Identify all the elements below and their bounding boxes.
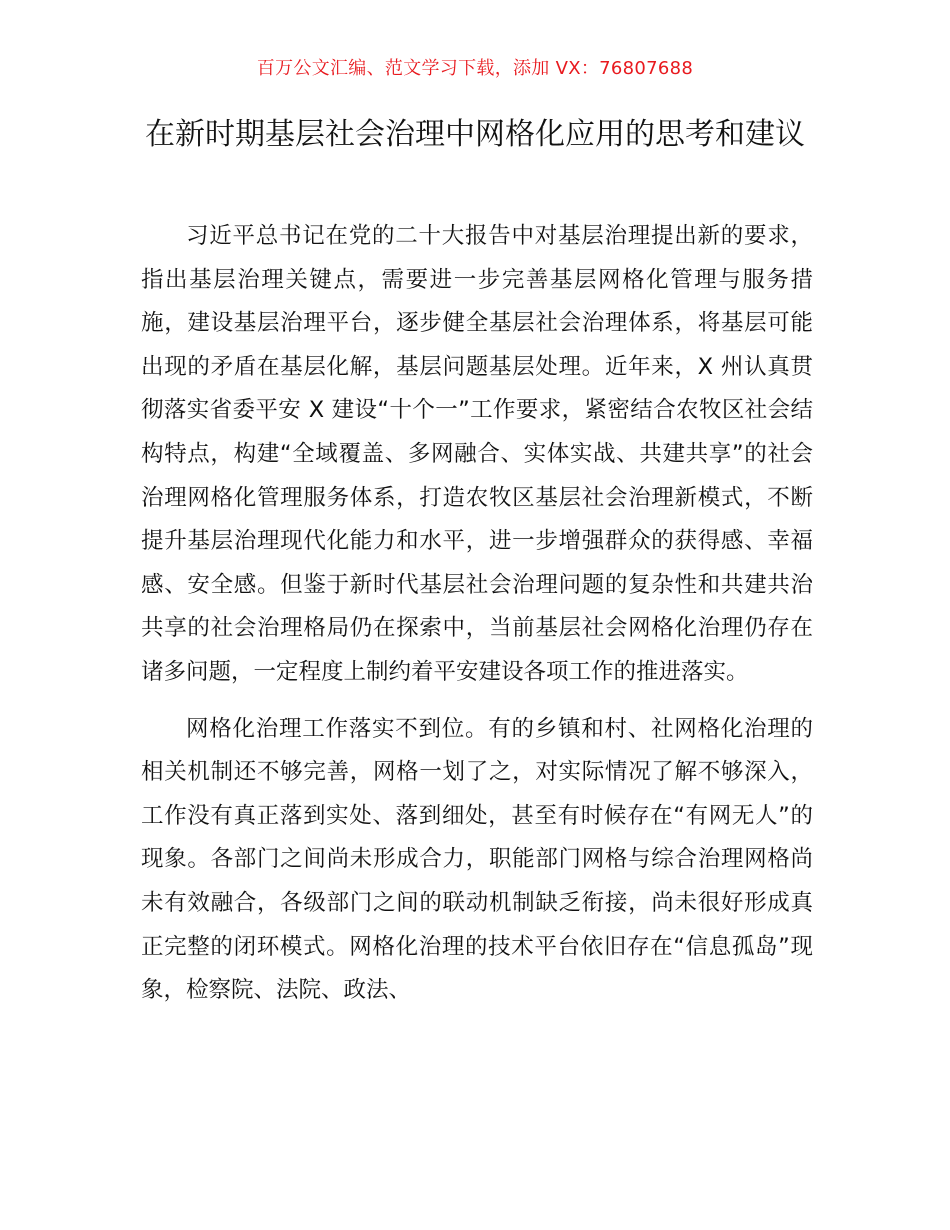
document-body	[141, 215, 813, 1026]
body-paragraph-issue-1: 网格化治理工作落实不到位。有的乡镇和村、社网格化治理的相关机制还不够完善，网格一划了之，对实际情况了解不够深入，工作没有真正落到实处、落到细处，甚至有时候存在“有网无人”的现象。各部门之间尚未形成合力，职能部门网格与综合治理网格尚未有效融合，各级部门之间的联动机制缺乏衔接，尚未很好形成真正完整的闭环模式。网格化治理的技术平台依旧存在“信息孤岛”现象，检察院、法院、政法、	[141, 715, 813, 1004]
download-notice-header: 百万公文汇编、范文学习下载，添加 VX：76807688	[256, 58, 694, 79]
document-title: 在新时期基层社会治理中网格化应用的思考和建议	[145, 117, 805, 152]
body-paragraph-intro: 习近平总书记在党的二十大报告中对基层治理提出新的要求，指出基层治理关键点，需要进一步完善基层网格化管理与服务措施，建设基层治理平台，逐步健全基层社会治理体系，将基层可能出现的矛盾在基层化解，基层问题基层处理。近年来，X 州认真贯彻落实省委平安 X 建设“十个一”工作要求，紧密结合农牧区社会结构特点，构建“全域覆盖、多网融合、实体实战、共建共享”的社会治理网格化管理服务体系，打造农牧区基层社会治理新模式，不断提升基层治理现代化能力和水平，进一步增强群众的获得感、幸福感、安全感。但鉴于新时代基层社会治理问题的复杂性和共建共治共享的社会治理格局仍在探索中，当前基层社会网格化治理仍存在诸多问题，一定程度上制约着平安建设各项工作的推进落实。	[141, 223, 813, 685]
